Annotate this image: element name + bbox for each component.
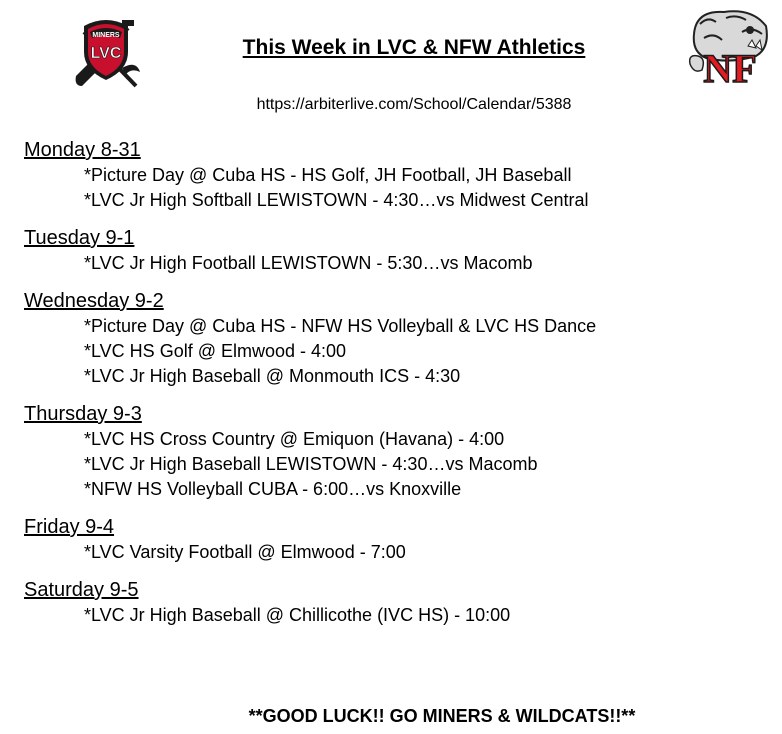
event-item: *LVC Jr High Baseball @ Chillicothe (IVC HS) - 10:00 [84, 605, 511, 625]
day-heading: Thursday 9-3 [24, 403, 142, 425]
event-item: *Picture Day @ Cuba HS - HS Golf, JH Football, JH Baseball [84, 165, 572, 185]
day-section [24, 288, 764, 389]
event-item: *NFW HS Volleyball CUBA - 6:00…vs Knoxville [84, 479, 462, 499]
page-title: This Week in LVC & NFW Athletics [242, 36, 586, 59]
event-item: *Picture Day @ Cuba HS - NFW HS Volleyball & LVC HS Dance [84, 316, 597, 336]
day-section [24, 514, 764, 565]
day-heading: Saturday 9-5 [24, 579, 139, 601]
day-section [24, 225, 764, 276]
event-item: *LVC Jr High Baseball LEWISTOWN - 4:30…vs Macomb [84, 454, 538, 474]
event-item: *LVC Varsity Football @ Elmwood - 7:00 [84, 542, 406, 562]
day-heading: Wednesday 9-2 [24, 290, 164, 312]
event-item: *LVC Jr High Football LEWISTOWN - 5:30…vs Macomb [84, 253, 533, 273]
lvc-logo-main-text: LVC [90, 45, 122, 62]
day-heading: Friday 9-4 [24, 516, 115, 538]
event-item: *LVC HS Cross Country @ Emiquon (Havana) - 4:00 [84, 429, 505, 449]
event-item: *LVC Jr High Softball LEWISTOWN - 4:30…vs Midwest Central [84, 190, 589, 210]
nf-logo-letters: NF [703, 46, 757, 88]
event-item: *LVC HS Golf @ Elmwood - 4:00 [84, 341, 347, 361]
footer-message: **GOOD LUCK!! GO MINERS & WILDCATS!!** [248, 706, 636, 726]
day-heading: Monday 8-31 [24, 139, 141, 161]
day-section [24, 577, 764, 628]
schedule-list [24, 137, 764, 640]
day-section [24, 401, 764, 502]
lvc-logo-top-text: MINERS [92, 32, 120, 39]
day-section [24, 137, 764, 213]
day-heading: Tuesday 9-1 [24, 227, 135, 249]
calendar-url[interactable]: https://arbiterlive.com/School/Calendar/5388 [256, 96, 572, 113]
event-item: *LVC Jr High Baseball @ Monmouth ICS - 4:30 [84, 366, 461, 386]
